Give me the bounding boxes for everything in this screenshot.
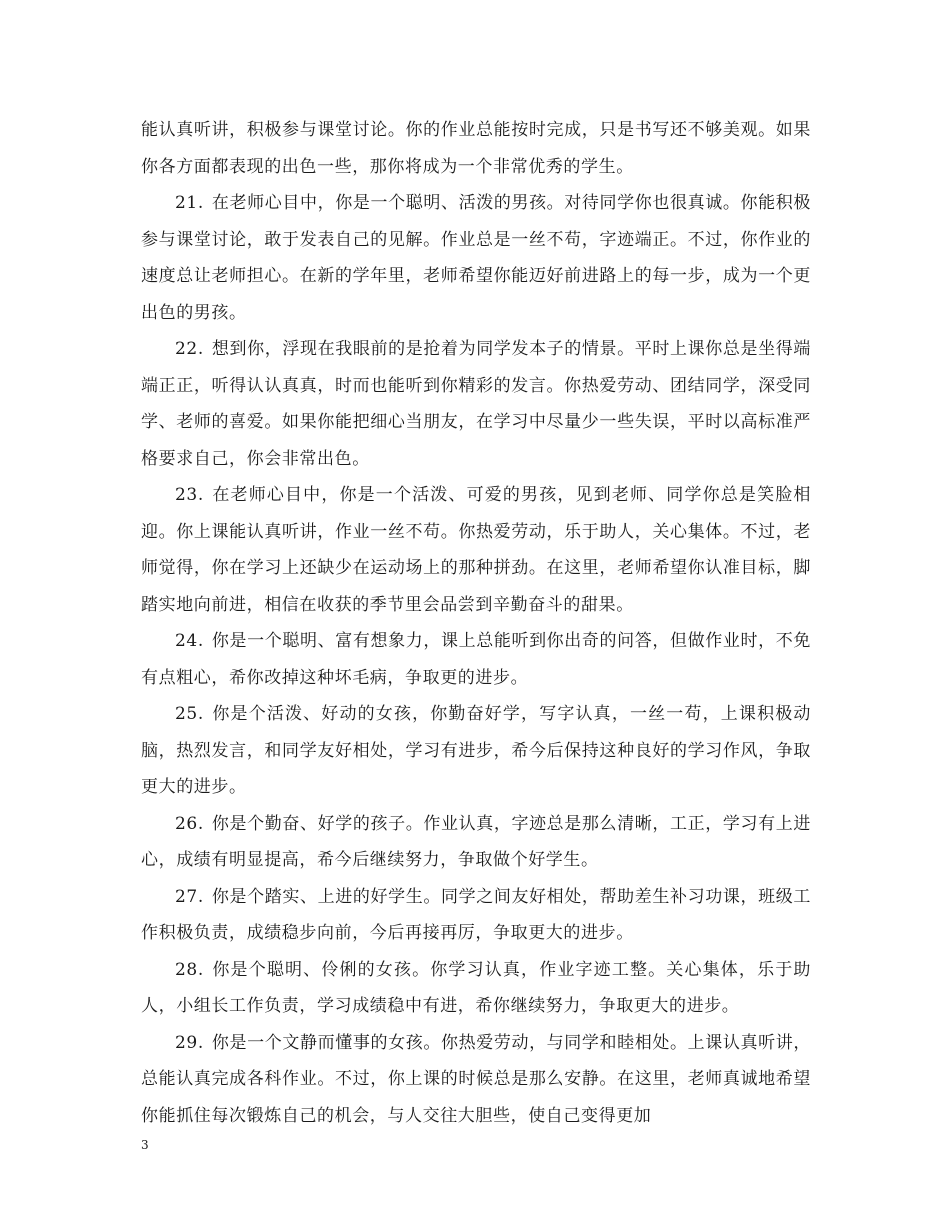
item-number: 23. (175, 485, 204, 505)
comment-paragraph-27 (141, 879, 811, 952)
item-text: 想到你，浮现在我眼前的是抢着为同学发本子的情景。平时上课你总是坐得端端正正，听得认认真真，时而也能听到你精彩的发言。你热爱劳动、团结同学，深受同学、老师的喜爱。如果你能把细心当朋友，在学习中尽量少一些失误，平时以高标准严格要求自己，你会非常出色。 (141, 339, 811, 469)
item-text: 在老师心目中，你是一个聪明、活泼的男孩。对待同学你也很真诚。你能积极参与课堂讨论，敢于发表自己的见解。作业总是一丝不苟，字迹端正。不过，你作业的速度总让老师担心。在新的学年里，老师希望你能迈好前进路上的每一步，成为一个更出色的男孩。 (141, 193, 811, 323)
item-text: 在老师心目中，你是一个活泼、可爱的男孩，见到老师、同学你总是笑脸相迎。你上课能认真听讲，作业一丝不苟。你热爱劳动，乐于助人，关心集体。不过，老师觉得，你在学习上还缺少在运动场上的那种拼劲。在这里，老师希望你认准目标，脚踏实地向前进，相信在收获的季节里会品尝到辛勤奋斗的甜果。 (141, 485, 811, 615)
item-number: 27. (175, 886, 204, 907)
continuation-paragraph: 能认真听讲，积极参与课堂讨论。你的作业总能按时完成，只是书写还不够美观。如果你各方面都表现的出色一些，那你将成为一个非常优秀的学生。 (141, 120, 811, 177)
comment-paragraph-25 (141, 696, 811, 806)
item-text: 你是个聪明、伶俐的女孩。你学习认真，作业字迹工整。关心集体，乐于助人，小组长工作负责，学习成绩稳中有进，希你继续努力，争取更大的进步。 (141, 959, 811, 1016)
item-text: 你是一个聪明、富有想象力，课上总能听到你出奇的问答，但做作业时，不免有点粗心，希你改掉这种坏毛病，争取更的进步。 (141, 631, 811, 688)
item-number: 28. (175, 959, 204, 980)
comment-paragraph-28 (141, 952, 811, 1025)
item-number: 24. (175, 631, 204, 651)
item-number: 26. (175, 813, 204, 834)
item-number: 22. (175, 339, 204, 359)
page-number: 3 (141, 1138, 149, 1152)
item-number: 21. (175, 193, 204, 213)
item-text: 你是一个文静而懂事的女孩。你热爱劳动，与同学和睦相处。上课认真听讲，总能认真完成各科作业。不过，你上课的时候总是那么安静。在这里，老师真诚地希望你能抓住每次锻炼自己的机会，与人交往大胆些，使自己变得更加 (141, 1032, 811, 1126)
comment-paragraph-29 (141, 1025, 811, 1135)
comment-paragraph-26 (141, 806, 811, 879)
comment-paragraph-22 (141, 331, 811, 477)
item-text: 你是个活泼、好动的女孩，你勤奋好学，写字认真，一丝一苟，上课积极动脑，热烈发言，和同学友好相处，学习有进步，希今后保持这种良好的学习作风，争取更大的进步。 (141, 704, 811, 797)
comment-paragraph-21 (141, 185, 811, 331)
item-text: 你是个踏实、上进的好学生。同学之间友好相处，帮助差生补习功课，班级工作积极负责，成绩稳步向前，今后再接再厉，争取更大的进步。 (141, 886, 811, 943)
item-number: 29. (175, 1032, 204, 1053)
item-number: 25. (175, 704, 204, 724)
comment-paragraph-24 (141, 623, 811, 696)
document-body (141, 112, 811, 1134)
item-text: 你是个勤奋、好学的孩子。作业认真，字迹总是那么清晰，工正，学习有上进心，成绩有明显提高，希今后继续努力，争取做个好学生。 (141, 813, 811, 870)
comment-paragraph-23 (141, 477, 811, 623)
